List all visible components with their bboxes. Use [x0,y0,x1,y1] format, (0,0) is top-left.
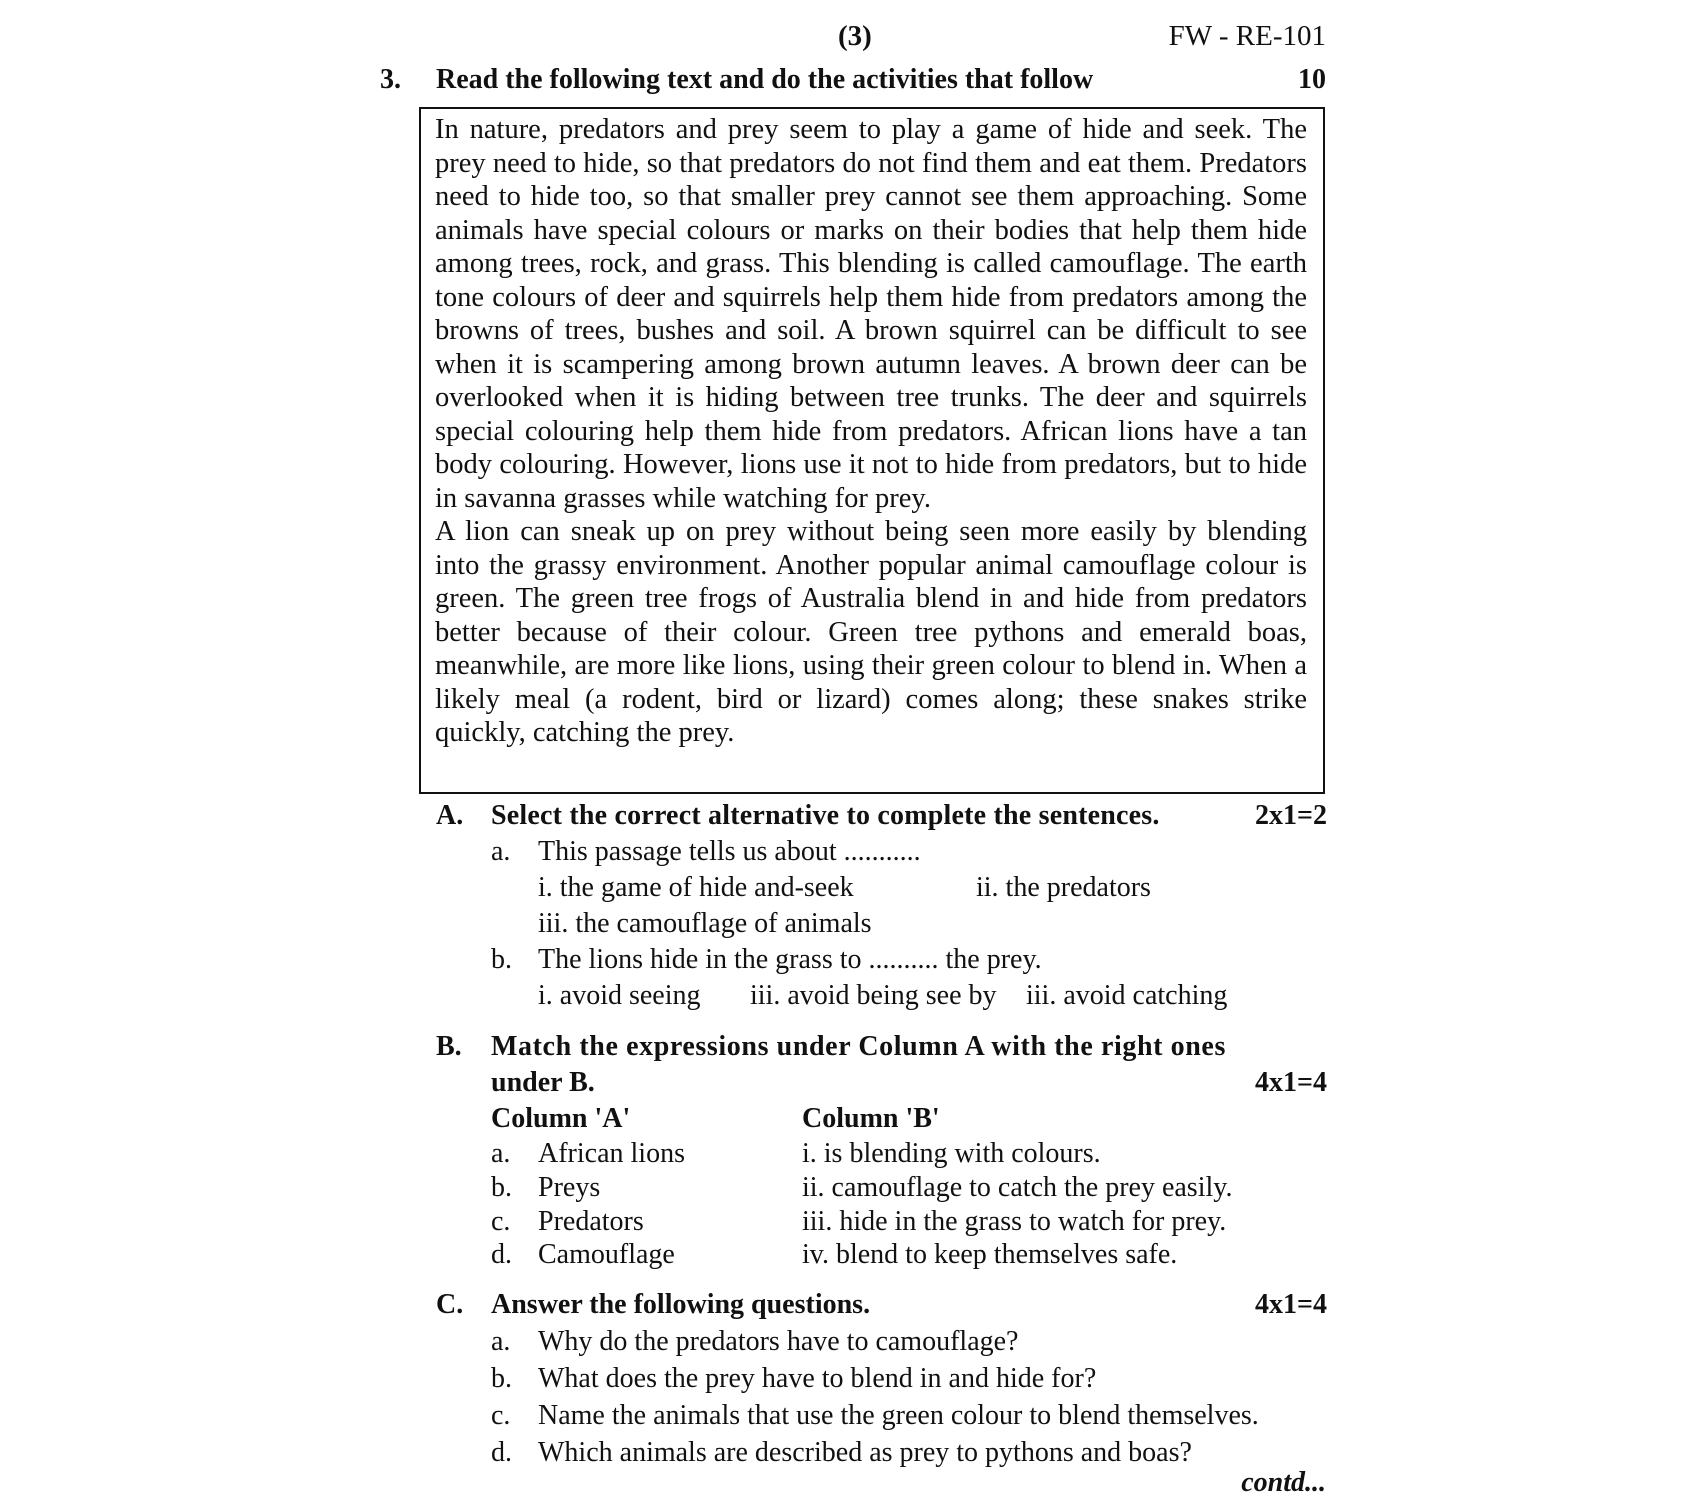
section-a-title: Select the correct alternative to complete the sentences. [491,800,1160,831]
paper-code: FW - RE-101 [1168,20,1326,52]
match-row-b-column-b: ii. camouflage to catch the prey easily. [802,1172,1233,1203]
section-a-item-b-letter: b. [491,944,512,975]
column-a-header: Column 'A' [491,1103,631,1134]
section-a-marks: 2x1=2 [1255,800,1327,831]
section-a-item-b-option-3: iii. avoid catching [1026,980,1228,1011]
section-a-item-a-option-1: i. the game of hide and-seek [538,872,854,903]
match-row-c-letter: c. [491,1206,511,1237]
reading-passage [435,113,1307,750]
section-a-item-b-stem: The lions hide in the grass to .......... the prey. [538,944,1042,975]
section-c-question-a: Why do the predators have to camouflage? [538,1326,1019,1357]
section-c-marks: 4x1=4 [1255,1289,1327,1320]
section-a-item-b-option-2: iii. avoid being see by [750,980,997,1011]
section-b-title-line-1: Match the expressions under Column A with the right ones [491,1031,1226,1062]
passage-paragraph-1: In nature, predators and prey seem to play a game of hide and seek. The prey need to hide, so that predators do not find them and eat them. Predators need to hide too, so that smaller prey cannot see them approaching. Some animals have special colours or marks on their bodies that help them hide among trees, rock, and grass. This blending is called camouflage. The earth tone colours of deer and squirrels help them hide from predators among the browns of trees, bushes and soil. A brown squirrel can be difficult to see when it is scampering among brown autumn leaves. A brown deer can be overlooked when it is hiding between tree trunks. The deer and squirrels special colouring help them hide from predators. African lions have a tan body colouring. However, lions use it not to hide from predators, but to hide in savanna grasses while watching for prey. [435,114,1307,514]
passage-paragraph-2: A lion can sneak up on prey without being seen more easily by blending into the grassy environment. Another popular animal camouflage colour is green. The green tree frogs of Australia blend in and hide from predators better because of their colour. Green tree pythons and emerald boas, meanwhile, are more like lions, using their green colour to blend in. When a likely meal (a rodent, bird or lizard) comes along; these snakes strike quickly, catching the prey. [435,516,1307,748]
match-row-a-letter: a. [491,1138,511,1169]
column-b-header: Column 'B' [802,1103,940,1134]
match-row-d-letter: d. [491,1239,512,1270]
page-number: (3) [838,20,872,52]
section-c-question-d: Which animals are described as prey to pythons and boas? [538,1437,1192,1468]
section-c-question-a-letter: a. [491,1326,511,1357]
section-c-question-c: Name the animals that use the green colour to blend themselves. [538,1400,1259,1431]
match-row-a-column-b: i. is blending with colours. [802,1138,1101,1169]
section-a-item-a-letter: a. [491,836,511,867]
match-row-b-column-a: Preys [538,1172,601,1203]
match-row-b-letter: b. [491,1172,512,1203]
match-row-a-column-a: African lions [538,1138,685,1169]
section-c-letter: C. [436,1289,464,1320]
match-row-d-column-a: Camouflage [538,1239,675,1270]
section-c-title: Answer the following questions. [491,1289,871,1320]
section-a-item-b-option-1: i. avoid seeing [538,980,701,1011]
section-a-item-a-option-2: ii. the predators [976,872,1151,903]
section-c-question-c-letter: c. [491,1400,511,1431]
section-c-question-b: What does the prey have to blend in and hide for? [538,1363,1097,1394]
question-instruction: Read the following text and do the activities that follow [436,64,1094,95]
question-number: 3. [380,64,401,95]
section-b-letter: B. [436,1031,462,1062]
section-a-item-a-stem: This passage tells us about ........... [538,836,921,867]
section-b-marks: 4x1=4 [1255,1067,1327,1098]
section-c-question-d-letter: d. [491,1437,512,1468]
section-c-question-b-letter: b. [491,1363,512,1394]
question-marks: 10 [1298,64,1326,95]
match-row-c-column-a: Predators [538,1206,644,1237]
section-a-item-a-option-3: iii. the camouflage of animals [538,908,872,939]
section-b-title-line-2: under B. [491,1067,595,1098]
section-a-letter: A. [436,800,464,831]
match-row-c-column-b: iii. hide in the grass to watch for prey. [802,1206,1227,1237]
match-row-d-column-b: iv. blend to keep themselves safe. [802,1239,1178,1270]
continued-label: contd... [1241,1467,1326,1498]
